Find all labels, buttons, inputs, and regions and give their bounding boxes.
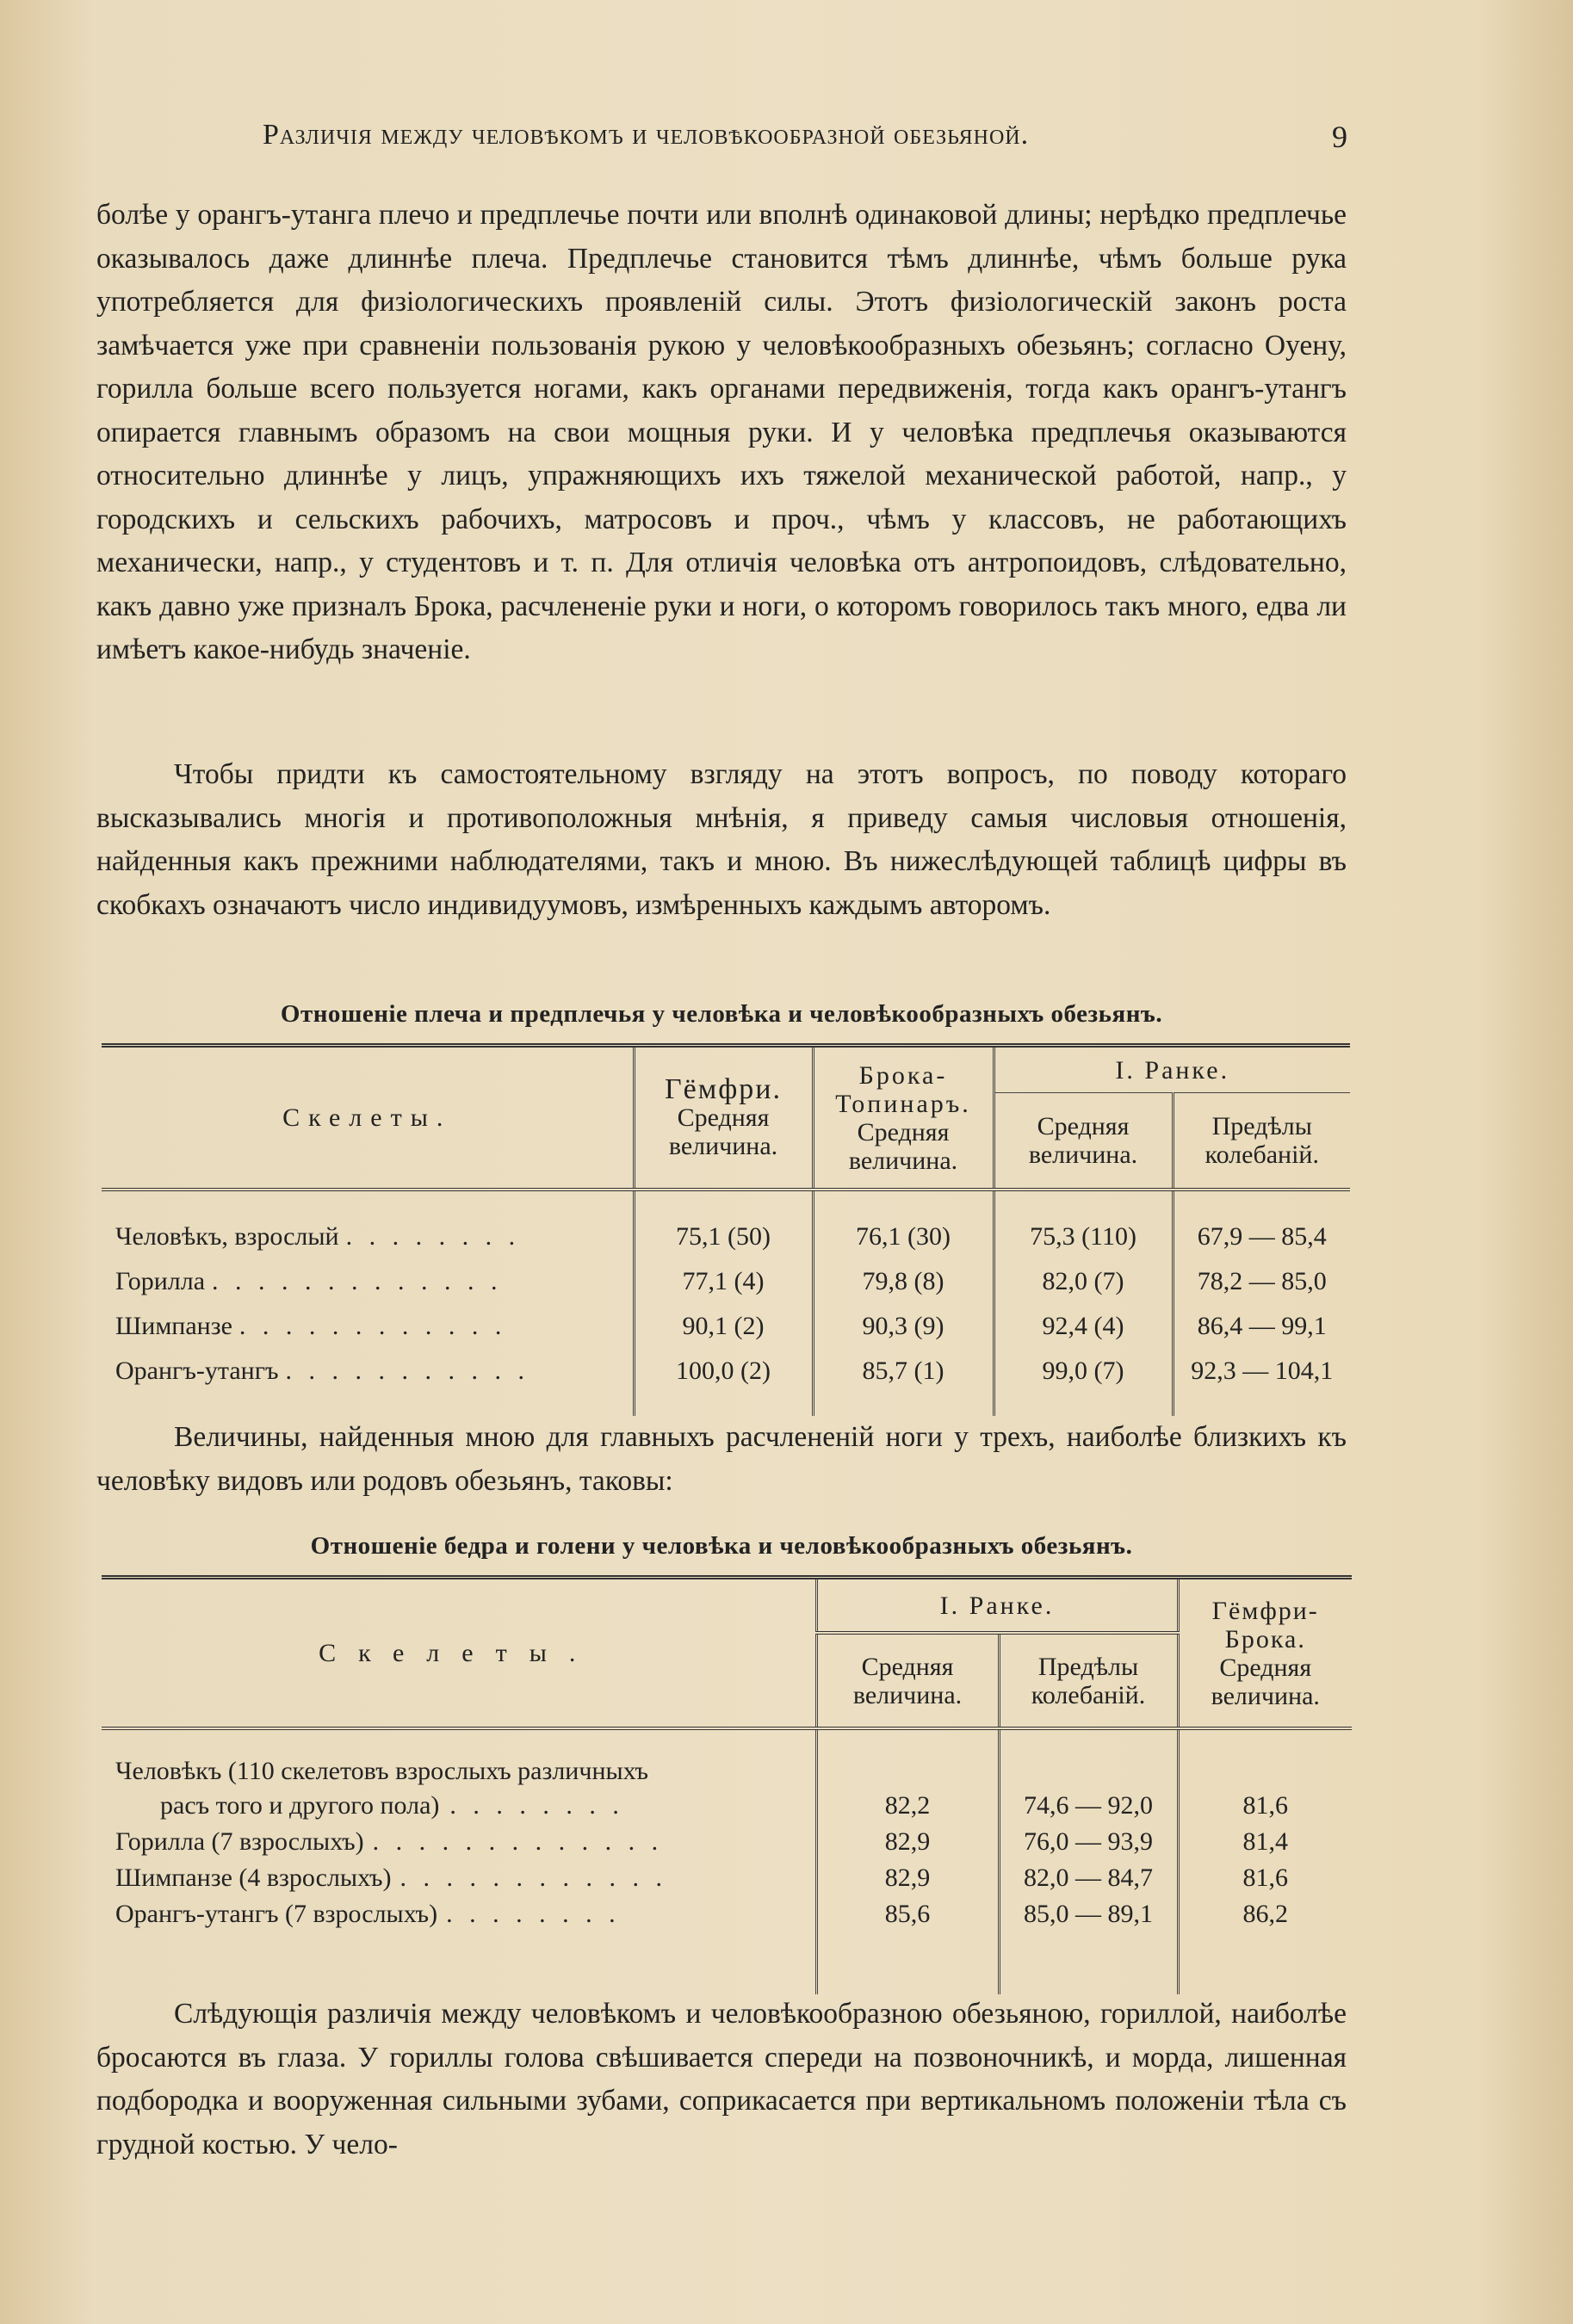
table-cell: 82,0 (7) <box>994 1259 1173 1304</box>
table-cell: 86,2 <box>1178 1896 1352 1932</box>
table-1-arm-ratio <box>102 1043 1350 1416</box>
table-1-col-broca-sub: Средняя величина. <box>848 1117 958 1175</box>
table-1-col-ranke-mean: Средняя величина. <box>994 1093 1173 1190</box>
spacer-cell <box>102 1394 634 1416</box>
row-label <box>102 1349 634 1394</box>
table-cell: 90,3 (9) <box>813 1304 994 1349</box>
table-1-col-broca-title: Брока-Топинаръ. <box>835 1060 971 1118</box>
table-cell: 75,1 (50) <box>634 1190 813 1259</box>
table-cell: 82,9 <box>816 1824 999 1860</box>
table-cell: 90,1 (2) <box>634 1304 813 1349</box>
table-2-leg-ratio <box>102 1575 1352 1994</box>
table-1-caption: Отношеніе плеча и предплечья у человѣка и человѣкообразныхъ обезьянъ. <box>280 1000 1163 1028</box>
table-2-col-ranke-range: Предѣлы колебаній. <box>999 1633 1178 1728</box>
row-label-text: Человѣкъ, взрослый <box>115 1222 339 1251</box>
spacer-cell <box>994 1394 1173 1416</box>
table-row <box>102 1728 1352 1824</box>
spacer-cell <box>999 1932 1178 1994</box>
running-title: Различія между человѣкомъ и человѣкообразной обезьяной. <box>263 119 1030 151</box>
row-leader-dots: . . . . . . . . . . . . . <box>372 1827 664 1856</box>
table-cell: 77,1 (4) <box>634 1259 813 1304</box>
row-label <box>102 1860 816 1896</box>
paragraph-1-text: болѣе у орангъ-утанга плечо и предплечье почти или вполнѣ одинаковой длины; нерѣдко предплечье оказывалось даже длиннѣе плеча. Предплечье становится тѣмъ длиннѣе, чѣмъ больше рука употребляется для физіологическихъ проявленій силы. Этотъ физіологическій законъ роста замѣчается уже при сравненіи пользованія рукою у человѣкообразныхъ обезьянъ; согласно Оуену, горилла больше всего пользуется ногами, какъ органами передвиженія, тогда какъ орангъ-утангъ опирается главнымъ образомъ на свои мощныя руки. И у человѣка предплечья оказываются относительно длиннѣе у лицъ, упражняющихъ ихъ тяжелой механической работой, напр., у городскихъ и сельскихъ рабочихъ, матросовъ и проч., чѣмъ у классовъ, не работающихъ механически, напр., у студентовъ и т. п. Для отличія человѣка отъ антропоидовъ, слѣдовательно, какъ давно уже призналъ Брока, расчлененіе руки и ноги, о которомъ говорилось такъ много, едва ли имѣетъ какое-нибудь значеніе. <box>96 199 1347 665</box>
table-row <box>102 1824 1352 1860</box>
table-cell: 92,3 — 104,1 <box>1173 1349 1350 1394</box>
table-cell: 86,4 — 99,1 <box>1173 1304 1350 1349</box>
paragraph-2 <box>96 753 1347 927</box>
row-label-text: Орангъ-утангъ (7 взрослыхъ) . . . . . . . . <box>115 1900 621 1928</box>
row-label <box>102 1304 634 1349</box>
table-cell: 85,7 (1) <box>813 1349 994 1394</box>
table-2-body <box>102 1728 1352 1994</box>
table-cell: 67,9 — 85,4 <box>1173 1190 1350 1259</box>
paragraph-3 <box>96 1416 1347 1503</box>
table-1-col-ranke-title: I. Ранке. <box>1115 1055 1230 1085</box>
paragraph-4-text: Слѣдующія различія между человѣкомъ и человѣкообразною обезьяною, гориллой, наиболѣе бросаются въ глаза. У гориллы голова свѣшивается спереди на позвоночникѣ, и морда, лишенная подбородка и вооруженная сильными зубами, соприкасается при вертикальномъ положеніи тѣла съ грудной костью. У чело- <box>96 1998 1347 2160</box>
table-1-col-humphry-sub: Средняя величина. <box>668 1103 778 1160</box>
table-cell: 76,1 (30) <box>813 1190 994 1259</box>
table-2-col-ranke-mean: Средняя величина. <box>816 1633 999 1728</box>
row-label <box>102 1824 816 1860</box>
row-leader-dots: . . . . . . . . . . . . . <box>212 1267 503 1295</box>
table-2-col-humphry-broca-sub: Средняя величина. <box>1211 1653 1320 1710</box>
table-cell: 82,9 <box>816 1860 999 1896</box>
row-label-text: Человѣкъ (110 скелетовъ взрослыхъ различныхъ <box>115 1757 649 1785</box>
table-1-col-ranke-range: Предѣлы колебаній. <box>1173 1093 1350 1190</box>
table-2-col-ranke <box>816 1578 1178 1634</box>
table-cell: 82,2 <box>816 1728 999 1824</box>
spacer-cell <box>102 1932 816 1994</box>
table-row <box>102 1860 1352 1896</box>
table-2-col-ranke-title: I. Ранке. <box>939 1591 1055 1620</box>
row-label-text: Горилла (7 взрослыхъ) . . . . . . . . . . . . . <box>115 1827 664 1856</box>
table-cell: 81,6 <box>1178 1860 1352 1896</box>
table-row <box>102 1896 1352 1932</box>
row-label <box>102 1190 634 1259</box>
spacer-cell <box>1178 1932 1352 1994</box>
table-cell: 100,0 (2) <box>634 1349 813 1394</box>
row-label-text-2: расъ того и другого пола) <box>160 1791 440 1820</box>
row-label <box>102 1728 816 1824</box>
paragraph-1 <box>96 194 1347 672</box>
table-cell: 82,0 — 84,7 <box>999 1860 1178 1896</box>
table-2-col-humphry-broca-title: Гёмфри-Брока. <box>1211 1596 1319 1653</box>
running-header <box>95 119 1347 162</box>
table-1-col-humphry <box>634 1046 813 1190</box>
paragraph-2-text: Чтобы придти къ самостоятельному взгляду на этотъ вопросъ, по поводу котораго высказывались многія и противоположныя мнѣнія, я приведу самыя числовыя отношенія, найденныя какъ прежними наблюдателями, такъ и мною. Въ нижеслѣдующей таблицѣ цифры въ скобкахъ означаютъ число индивидуумовъ, измѣренныхъ каждымъ авторомъ. <box>96 758 1347 921</box>
spacer-cell <box>816 1932 999 1994</box>
paragraph-3-text: Величины, найденныя мною для главныхъ расчлененій ноги у трехъ, наиболѣе близкихъ къ человѣку видовъ или родовъ обезьянъ, таковы: <box>96 1421 1347 1497</box>
spacer-cell <box>634 1394 813 1416</box>
table-2-col-skeletons-label: Скелеты. <box>319 1639 598 1667</box>
table-cell: 92,4 (4) <box>994 1304 1173 1349</box>
row-leader-dots: . . . . . . . . <box>449 1791 624 1820</box>
table-cell: 79,8 (8) <box>813 1259 994 1304</box>
row-leader-dots: . . . . . . . . . . . . <box>238 1312 507 1340</box>
table-cell: 81,6 <box>1178 1728 1352 1824</box>
table-row <box>102 1190 1350 1259</box>
table-cell: 99,0 (7) <box>994 1349 1173 1394</box>
table-2-col-humphry-broca <box>1178 1578 1352 1729</box>
row-leader-dots: . . . . . . . . . . . . <box>399 1864 667 1892</box>
row-label <box>102 1896 816 1932</box>
row-label-text: Орангъ-утангъ <box>115 1357 279 1385</box>
spacer-cell <box>813 1394 994 1416</box>
table-cell: 85,0 — 89,1 <box>999 1896 1178 1932</box>
table-cell: 81,4 <box>1178 1824 1352 1860</box>
table-1-col-skeletons <box>102 1046 634 1190</box>
table-1-col-broca <box>813 1046 994 1190</box>
table-2-col-skeletons <box>102 1578 816 1729</box>
table-cell: 85,6 <box>816 1896 999 1932</box>
table-1-body <box>102 1190 1350 1416</box>
row-label-text: Горилла <box>115 1267 206 1295</box>
row-label-text: Шимпанзе <box>115 1312 232 1340</box>
table-row <box>102 1304 1350 1349</box>
page-number: 9 <box>1332 120 1347 154</box>
row-leader-dots: . . . . . . . . <box>446 1900 621 1928</box>
table-cell: 78,2 — 85,0 <box>1173 1259 1350 1304</box>
table-1-col-humphry-title: Гёмфри. <box>665 1073 782 1105</box>
paragraph-4 <box>96 1993 1347 2166</box>
table-1-col-skeletons-label: Скелеты. <box>282 1103 452 1132</box>
table-cell: 76,0 — 93,9 <box>999 1824 1178 1860</box>
row-leader-dots: . . . . . . . . <box>345 1222 521 1251</box>
row-label-line2 <box>115 1789 814 1823</box>
spacer-cell <box>1173 1394 1350 1416</box>
table-row <box>102 1349 1350 1394</box>
table-2-caption: Отношеніе бедра и голени у человѣка и человѣкообразныхъ обезьянъ. <box>310 1532 1133 1560</box>
row-leader-dots: . . . . . . . . . . . <box>285 1357 530 1385</box>
row-label-text: Шимпанзе (4 взрослыхъ) . . . . . . . . . . . . <box>115 1864 667 1892</box>
table-spacer <box>102 1932 1352 1994</box>
table-cell: 75,3 (110) <box>994 1190 1173 1259</box>
table-1-col-ranke <box>994 1046 1350 1093</box>
table-row <box>102 1259 1350 1304</box>
table-spacer <box>102 1394 1350 1416</box>
row-label <box>102 1259 634 1304</box>
table-cell: 74,6 — 92,0 <box>999 1728 1178 1824</box>
